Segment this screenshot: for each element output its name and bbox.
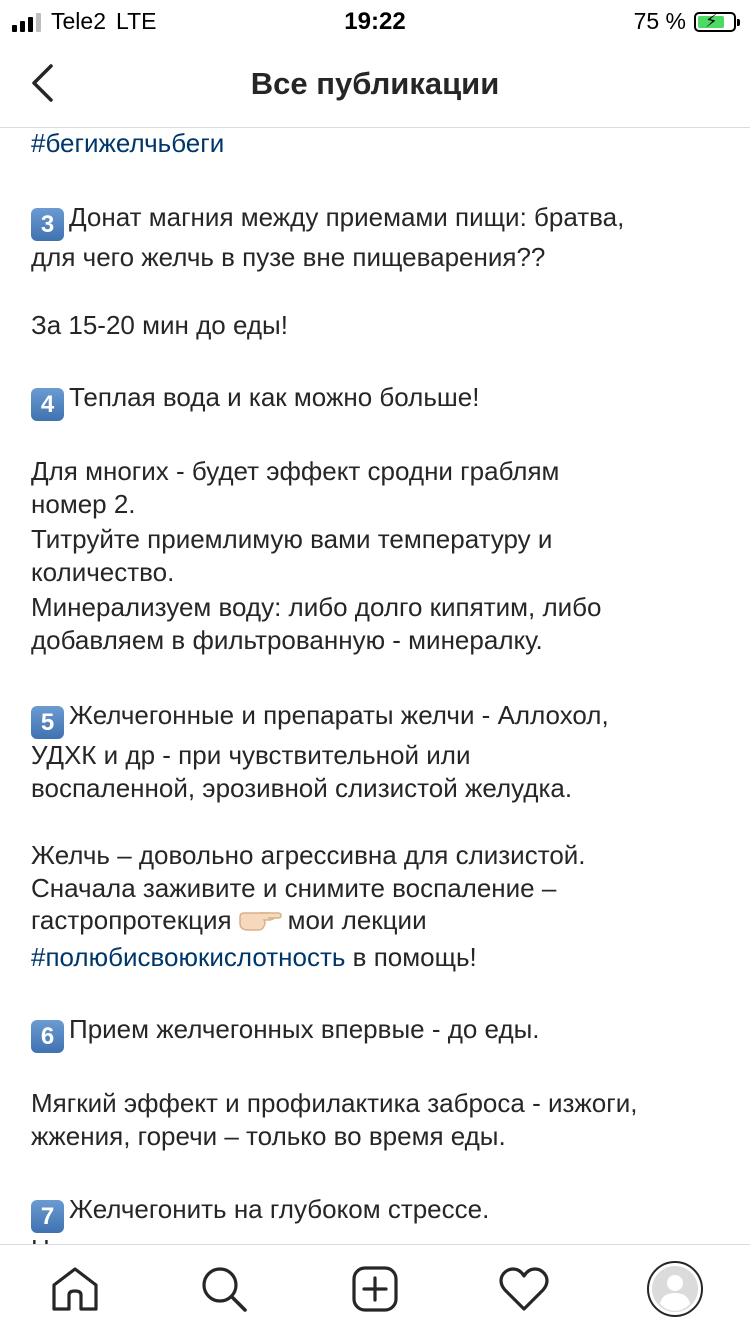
list-item-6 bbox=[31, 1013, 721, 1053]
paragraph-mineral bbox=[31, 591, 721, 656]
item-5-text: Желчегонные и препараты желчи - Аллохол, bbox=[69, 700, 609, 730]
tab-profile[interactable] bbox=[645, 1259, 705, 1319]
lectures-text: мои лекции bbox=[287, 905, 427, 935]
bottom-tab-bar bbox=[0, 1244, 750, 1334]
battery-icon bbox=[694, 12, 736, 32]
nav-header bbox=[0, 40, 750, 128]
profile-avatar-icon bbox=[646, 1260, 704, 1318]
status-right bbox=[634, 8, 736, 35]
status-bar bbox=[0, 0, 750, 40]
paragraph-line: количество. bbox=[31, 556, 175, 587]
item-4-text: Теплая вода и как можно больше! bbox=[69, 382, 480, 412]
search-icon bbox=[199, 1264, 249, 1314]
pointing-finger-icon bbox=[238, 907, 282, 941]
tab-new-post[interactable] bbox=[345, 1259, 405, 1319]
tab-search[interactable] bbox=[194, 1259, 254, 1319]
hashtag-link[interactable]: #полюбисвоюкислотность bbox=[31, 941, 346, 972]
status-time: 19:22 bbox=[344, 8, 406, 35]
item-5-text-2: УДХК и др - при чувствительной или bbox=[31, 740, 471, 770]
paragraph-line: номер 2. bbox=[31, 488, 136, 519]
paragraph-line: Минерализуем воду: либо долго кипятим, либо bbox=[31, 592, 602, 622]
item-7-text: Желчегонить на глубоком стрессе. bbox=[69, 1194, 490, 1224]
post-caption bbox=[0, 129, 750, 1242]
paragraph-line: Сначала заживите и снимите воспаление – bbox=[31, 872, 557, 903]
paragraph-line: добавляем в фильтрованную - минералку. bbox=[31, 624, 543, 655]
keycap-7-icon: 7 bbox=[31, 1200, 64, 1233]
paragraph-line: жжения, горечи – только во время еды. bbox=[31, 1120, 506, 1151]
network-type: LTE bbox=[115, 8, 157, 34]
keycap-6-icon: 6 bbox=[31, 1020, 64, 1053]
paragraph-soft bbox=[31, 1087, 721, 1152]
help-text: в помощь! bbox=[352, 941, 477, 972]
paragraph-line: Для многих - будет эффект сродни граблям bbox=[31, 456, 560, 486]
paragraph-before-meal: За 15-20 мин до еды! bbox=[31, 310, 288, 340]
paragraph-titrate bbox=[31, 523, 721, 588]
battery-percent: 75 % bbox=[633, 8, 686, 34]
tab-home[interactable] bbox=[45, 1259, 105, 1319]
item-5-text-3: воспаленной, эрозивной слизистой желудка. bbox=[31, 772, 573, 803]
charging-bolt-icon: ⚡ bbox=[705, 10, 718, 31]
keycap-5-icon: 5 bbox=[31, 706, 64, 739]
paragraph-bile bbox=[31, 839, 721, 973]
item-3-text-2: для чего желчь в пузе вне пищеварения?? bbox=[31, 242, 546, 272]
list-item-3 bbox=[31, 201, 721, 274]
gastro-line bbox=[31, 904, 721, 941]
carrier-name: Tele2 bbox=[51, 8, 106, 34]
list-item-4 bbox=[31, 381, 721, 421]
item-3-text: Донат магния между приемами пищи: братва, bbox=[69, 202, 625, 232]
list-item-5 bbox=[31, 699, 721, 804]
paragraph-line: Мягкий эффект и профилактика заброса - изжоги, bbox=[31, 1088, 638, 1118]
hashtag-link[interactable]: #бегижелчьбеги bbox=[31, 128, 225, 158]
keycap-4-icon: 4 bbox=[31, 388, 64, 421]
item-6-text: Прием желчегонных впервые - до еды. bbox=[69, 1014, 540, 1044]
hashtag-top[interactable] bbox=[31, 127, 721, 160]
paragraph-many bbox=[31, 455, 721, 520]
tab-activity[interactable] bbox=[494, 1259, 554, 1319]
hashtag-line bbox=[31, 941, 721, 974]
home-icon bbox=[50, 1265, 100, 1313]
keycap-3-icon: 3 bbox=[31, 208, 64, 241]
page-title: Все публикации bbox=[250, 66, 500, 101]
paragraph-line: Титруйте приемлимую вами температуру и bbox=[31, 524, 553, 554]
gastro-text: гастропротекция bbox=[31, 905, 232, 935]
activity-heart-icon bbox=[498, 1266, 550, 1312]
paragraph-line: Желчь – довольно агрессивна для слизистой. bbox=[31, 840, 586, 870]
new-post-icon bbox=[351, 1265, 399, 1313]
